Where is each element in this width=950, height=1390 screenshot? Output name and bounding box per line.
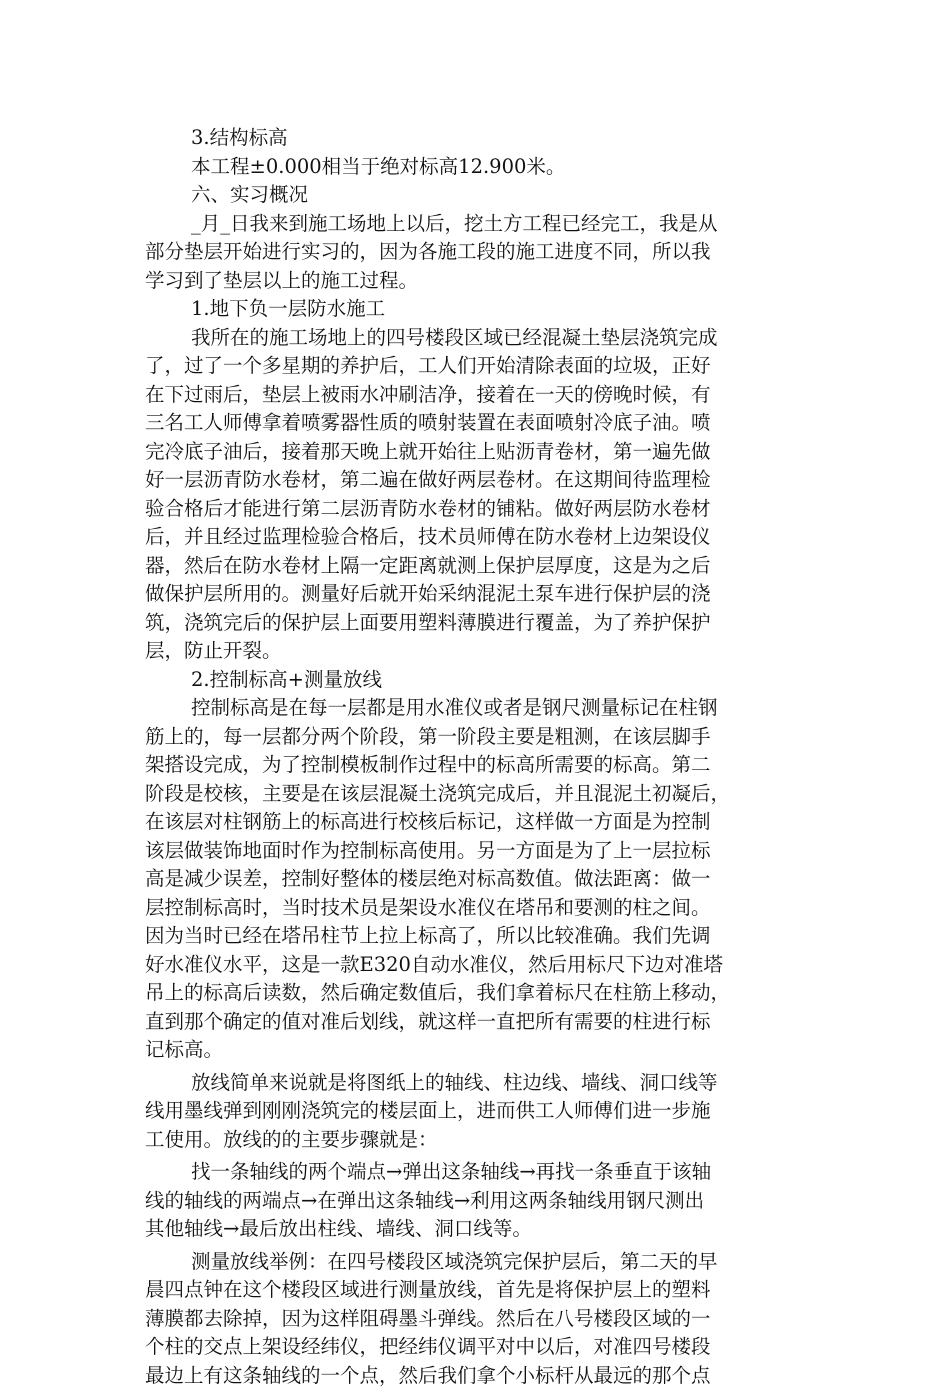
text-line: 其他轴线→最后放出柱线、墙线、洞口线等。 bbox=[145, 1215, 813, 1244]
text-line: 工使用。放线的的主要步骤就是： bbox=[145, 1126, 813, 1155]
text-line: 直到那个确定的值对准后划线，就这样一直把所有需要的柱进行标 bbox=[145, 1008, 813, 1037]
text-line: 个柱的交点上架设经纬仪，把经纬仪调平对中以后，对准四号楼段 bbox=[145, 1333, 813, 1362]
text-line: 该层做装饰地面时作为控制标高使用。另一方面是为了上一层拉标 bbox=[145, 837, 813, 866]
text-line: 测量放线举例：在四号楼段区域浇筑完保护层后，第二天的早 bbox=[145, 1248, 813, 1277]
text-line: 筑，浇筑完后的保护层上面要用塑料薄膜进行覆盖，为了养护保护 bbox=[145, 609, 813, 638]
section-heading-internship-overview bbox=[145, 181, 813, 210]
text-line: 学习到了垫层以上的施工过程。 bbox=[145, 267, 813, 296]
paragraph-layout-example bbox=[145, 1248, 813, 1390]
text-line: 层，防止开裂。 bbox=[145, 637, 813, 666]
text-line: 架搭设完成，为了控制模板制作过程中的标高所需要的标高。第二 bbox=[145, 751, 813, 780]
text-line: 好一层沥青防水卷材，第二遍在做好两层卷材。在这期间待监理检 bbox=[145, 466, 813, 495]
text-line: 层控制标高时，当时技术员是架设水准仪在塔吊和要测的柱之间。 bbox=[145, 894, 813, 923]
section-heading-waterproofing bbox=[145, 295, 813, 324]
text-line: 完冷底子油后，接着那天晚上就开始往上贴沥青卷材，第一遍先做 bbox=[145, 438, 813, 467]
text-line: 三名工人师傅拿着喷雾器性质的喷射装置在表面喷射冷底子油。喷 bbox=[145, 409, 813, 438]
text-line: 器，然后在防水卷材上隔一定距离就测上保护层厚度，这是为之后 bbox=[145, 552, 813, 581]
paragraph-layout-lines bbox=[145, 1069, 813, 1155]
document-page bbox=[145, 124, 813, 1390]
text-line: 做保护层所用的。测量好后就开始采纳混泥土泵车进行保护层的浇 bbox=[145, 580, 813, 609]
text-line: 验合格后才能进行第二层沥青防水卷材的铺粘。做好两层防水卷材 bbox=[145, 495, 813, 524]
text-line: 后，并且经过监理检验合格后，技术员师傅在防水卷材上边架设仪 bbox=[145, 523, 813, 552]
paragraph-control-elevation bbox=[145, 694, 813, 1065]
text-line: 薄膜都去除掉，因为这样阻碍墨斗弹线。然后在八号楼段区域的一 bbox=[145, 1305, 813, 1334]
text-line: 在该层对柱钢筋上的标高进行校核后标记，这样做一方面是为控制 bbox=[145, 808, 813, 837]
section-heading-control-elevation bbox=[145, 666, 813, 695]
text-line: 筋上的，每一层都分两个阶段，第一阶段主要是粗测，在该层脚手 bbox=[145, 723, 813, 752]
heading-text: 3.结构标高 bbox=[145, 124, 813, 153]
text-line: 部分垫层开始进行实习的，因为各施工段的施工进度不同，所以我 bbox=[145, 238, 813, 267]
text-line: 在下过雨后，垫层上被雨水冲刷洁净，接着在一天的傍晚时候，有 bbox=[145, 381, 813, 410]
paragraph-layout-steps bbox=[145, 1158, 813, 1244]
text-line: 好水准仪水平，这是一款E320自动水准仪，然后用标尺下边对准塔 bbox=[145, 951, 813, 980]
text-line: 晨四点钟在这个楼段区域进行测量放线，首先是将保护层上的塑料 bbox=[145, 1276, 813, 1305]
text-line: 放线简单来说就是将图纸上的轴线、柱边线、墙线、洞口线等 bbox=[145, 1069, 813, 1098]
paragraph-waterproofing bbox=[145, 324, 813, 666]
text-line: 高是减少误差，控制好整体的楼层绝对标高数值。做法距离：做一 bbox=[145, 865, 813, 894]
text-line: 阶段是校核，主要是在该层混凝土浇筑完成后，并且混泥土初凝后， bbox=[145, 780, 813, 809]
text-line: 线用墨线弹到刚刚浇筑完的楼层面上，进而供工人师傅们进一步施 bbox=[145, 1097, 813, 1126]
text-line: 找一条轴线的两个端点→弹出这条轴线→再找一条垂直于该轴 bbox=[145, 1158, 813, 1187]
heading-text: 1.地下负一层防水施工 bbox=[145, 295, 813, 324]
text-line: 控制标高是在每一层都是用水准仪或者是钢尺测量标记在柱钢 bbox=[145, 694, 813, 723]
text-line: 本工程±0.000相当于绝对标高12.900米。 bbox=[145, 153, 813, 182]
heading-text: 六、实习概况 bbox=[145, 181, 813, 210]
text-line: 记标高。 bbox=[145, 1036, 813, 1065]
text-line: 吊上的标高后读数，然后确定数值后，我们拿着标尺在柱筋上移动， bbox=[145, 979, 813, 1008]
text-line: 我所在的施工场地上的四号楼段区域已经混凝土垫层浇筑完成 bbox=[145, 324, 813, 353]
text-line: 了，过了一个多星期的养护后，工人们开始清除表面的垃圾，正好 bbox=[145, 352, 813, 381]
text-line: 因为当时已经在塔吊柱节上拉上标高了，所以比较准确。我们先调 bbox=[145, 922, 813, 951]
section-heading-structure-elevation bbox=[145, 124, 813, 153]
paragraph-arrival bbox=[145, 210, 813, 296]
text-line: _月_日我来到施工场地上以后，挖土方工程已经完工，我是从 bbox=[145, 210, 813, 239]
heading-text: 2.控制标高+测量放线 bbox=[145, 666, 813, 695]
text-line: 线的轴线的两端点→在弹出这条轴线→利用这两条轴线用钢尺测出 bbox=[145, 1187, 813, 1216]
text-line: 最边上有这条轴线的一个点，然后我们拿个小标杆从最远的那个点 bbox=[145, 1362, 813, 1390]
paragraph-elevation-note bbox=[145, 153, 813, 182]
